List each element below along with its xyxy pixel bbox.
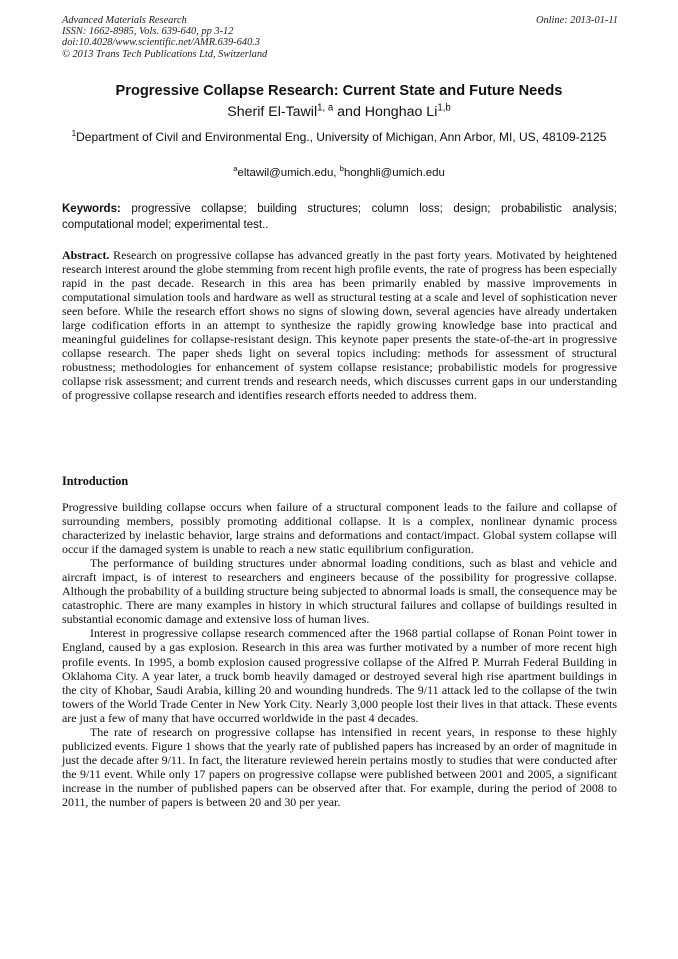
author-name: Honghao Li [364, 104, 438, 120]
introduction-body [62, 500, 617, 809]
journal-name: Advanced Materials Research [62, 15, 187, 26]
introduction-heading: Introduction [62, 474, 129, 488]
author-affiliation-mark: 1,b [437, 102, 451, 114]
paragraph: Progressive building collapse occurs when failure of a structural component leads to the failure and collapse of surrounding members, possibly promoting additional collapse. It is a complex, nonlinear dynamic process characterized by inelastic behavior, large strains and deformations and contact/impact. Global system collapse will occur if the damaged system is unable to reach a new static equilibrium configuration. [62, 500, 617, 557]
author-name: Sherif El-Tawil [227, 104, 318, 120]
abstract-label: Abstract. [62, 248, 110, 262]
email-link[interactable]: honghli@umich.edu [343, 167, 445, 179]
affiliation [70, 130, 608, 146]
affiliation-mark: 1 [71, 129, 77, 138]
copyright-line: © 2013 Trans Tech Publications Ltd, Switzerland [62, 48, 268, 60]
author-line [40, 103, 638, 121]
author-emails [40, 166, 638, 180]
email-link[interactable]: eltawil@umich.edu, [237, 167, 340, 179]
abstract [62, 248, 617, 403]
abstract-text: Research on progressive collapse has advanced greatly in the past forty years. Motivated by heightened research interest around the globe stemming from recent high profile events, the rate of progress has been especially rapid in the past decade. Research in this area has been primarily enabled by massive improvements in computational simulation tools and hardware as well as structural testing at a scale and level of sophistication never seen before. While the research effort shows no signs of slowing down, several agencies have already undertaken large codification efforts in an attempt to synthesize the rapidly growing knowledge base into practical and meaningful guidelines for collapse-resistant design. This keynote paper presents the state-of-the-art in progressive collapse research. The paper sheds light on several topics including: methods for assessment of structural robustness; methodologies for enhancement of system collapse resistance; probabilistic models for progressive collapse risk assessment; and current trends and research needs, which discusses current gaps in our understanding of progressive collapse research and identifies research efforts needed to address them. [62, 248, 617, 403]
keywords [62, 202, 617, 234]
paragraph: Interest in progressive collapse research commenced after the 1968 partial collapse of Ronan Point tower in England, caused by a gas explosion. Research in this area was further motivated by a number of more recent high profile events. In 1995, a bomb explosion caused progressive collapse of the Alfred P. Murrah Federal Building in Oklahoma City. A year later, a truck bomb heavily damaged or destroyed several high rise apartment buildings in the city of Khobar, Saudi Arabia, killing 20 and wounding hundreds. The 9/11 attack led to the collapse of the twin towers of the World Trade Center in New York City. Nearly 3,000 people lost their lives in that attack. These events are just a few of many that have occurred worldwide in the past 4 decades. [62, 626, 617, 725]
affiliation-text: Department of Civil and Environmental Eng., University of Michigan, Ann Arbor, MI, US, 48109-2125 [76, 130, 607, 144]
paragraph: The performance of building structures under abnormal loading conditions, such as blast and vehicle and aircraft impact, is of interest to researchers and engineers because of the possibility for progressive collapse. Although the probability of a building structure being subjected to abnormal loads is small, the consequence may be catastrophic. There are many examples in history in which structural failures and collapse of buildings resulted in substantial economic damage and extensive loss of human lives. [62, 556, 617, 627]
keywords-text: progressive collapse; building structures; column loss; design; probabilistic analysis; computational model; experimental test.. [62, 203, 617, 231]
email-mark: a [233, 164, 238, 174]
paragraph: The rate of research on progressive collapse has intensified in recent years, in response to these highly publicized events. Figure 1 shows that the yearly rate of published papers has increased by an order of magnitude in just the decade after 9/11. In fact, the literature reviewed herein pertains mostly to studies that were conducted after the 9/11 event. While only 17 papers on progressive collapse were published between 2001 and 2005, a significant increase in the number of published papers can be observed after that. For example, during the period of 2008 to 2011, the number of papers is between 20 and 30 per year. [62, 724, 617, 809]
keywords-label: Keywords: [62, 203, 121, 215]
issn-line: ISSN: 1662-8985, Vols. 639-640, pp 3-12 [62, 26, 234, 38]
paper-title: Progressive Collapse Research: Current State and Future Needs [115, 83, 563, 99]
doi-line: doi:10.4028/www.scientific.net/AMR.639-640.3 [62, 37, 261, 49]
online-date: Online: 2013-01-11 [535, 15, 618, 26]
email-mark: b [339, 164, 344, 174]
journal-header [62, 15, 618, 60]
author-separator: and [333, 104, 365, 120]
author-affiliation-mark: 1, a [317, 102, 334, 114]
